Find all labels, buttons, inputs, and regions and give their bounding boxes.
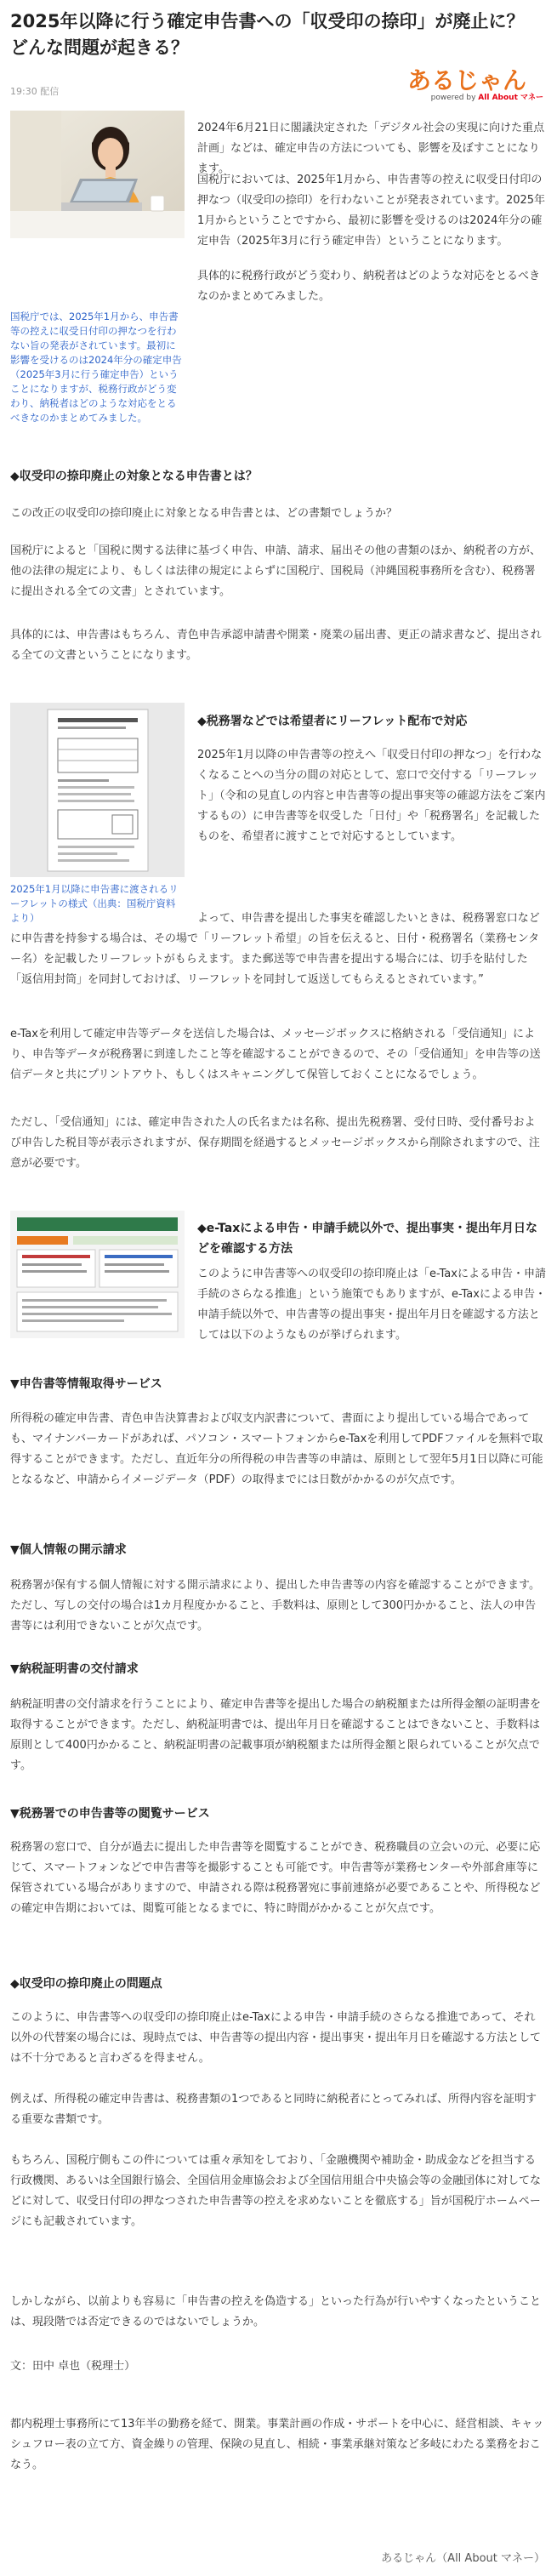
figure2-caption: 2025年1月以降に申告書に渡されるリーフレットの様式（出典：国税庁資料より） (10, 883, 179, 924)
section2-paragraph-1: 2025年1月以降の申告書等の控えへ「収受日付印の押なつ」を行わなくなることへの当分の間の対応として、窓口で交付する「リーフレット」（令和の見直しの内容と申告書等の提出事実等の確認方法をご案内するもの）に申告書等を収受した「日付」や「税務署名」を記載したものを、希望者に渡すことで対応するとしています。 (197, 749, 546, 843)
section8-paragraph-1: このように、申告書等への収受印の捺印廃止はe-Taxによる申告・申請手続のさらなる推進であって、それ以外の代替案の場合には、現時点では、申告書等の提出内容・提出事実・提出年月日を確認する方法としては不十分であると言わざるを得ません。 (10, 2011, 542, 2065)
section1-paragraph-1: この改正の収受印の捺印廃止に対象となる申告書とは、どの書類でしょうか？ (10, 507, 398, 520)
intro-paragraph-3: 具体的に税務行政がどう変わり、納税者はどのような対応をとるべきなのかまとめてみました。 (197, 270, 541, 303)
subheading-viewing-service: ▼税務署での申告書等の閲覧サービス (10, 1807, 210, 1821)
etax-screen-image[interactable] (10, 1211, 185, 1338)
subheading-disclosure-request: ▼個人情報の開示請求 (10, 1543, 127, 1557)
section8-paragraph-2: 例えば、所得税の確定申告書は、税務書類の1つであると同時に納税者にとってみれば、所得内容を証明する重要な書類です。 (10, 2093, 537, 2126)
section3-paragraph-1: このように申告書等への収受印の捺印廃止は「e-Taxによる申告・申請手続のさらなる推進」という施策でもありますが、e-Taxによる申告・申請手続以外で、申告書等の提出事実・提出年月日を確認する方法としては以下のようなものが挙げられます。 (197, 1268, 546, 1342)
intro-paragraph-1: 2024年6月21日に閣議決定された「デジタル社会の実現に向けた重点計画」などは、確定申告の方法についても、影響を及ぼすことになります。 (197, 122, 545, 175)
allabout-logo[interactable] (407, 68, 543, 104)
section-heading-confirm-methods: ◆e-Taxによる申告・申請手続以外で、提出事実・提出年月日などを確認する方法 (197, 1222, 537, 1256)
author-bio: 都内税理士事務所にて13年半の勤務を経て、開業。事業計画の作成・サポートを中心に、経営相談、キャッシュフロー表の立て方、資金繰りの管理、保険の見直し、相続・事業承継対策など多岐にわたる業務をおこなう。 (10, 2418, 544, 2471)
section1-paragraph-2: 国税庁によると「国税に関する法律に基づく申告、申請、請求、届出その他の書類のほか、納税者の方が、他の法律の規定により、もしくは法律の規定によらずに国税庁、国税局（沖縄国税事務所を含む）、税務署に提出される全ての文書」とされています。 (10, 544, 542, 598)
subheading-info-service: ▼申告書等情報取得サービス (10, 1377, 162, 1391)
figure1-caption: 国税庁では、2025年1月から、申告書等の控えに収受日付印の押なつを行わない旨の発表がされています。最初に影響を受けるのは2024年分の確定申告（2025年3月に行う確定申告）ということになりますが、税務行政がどう変わり、納税者はどのような対応をとるべきなのかまとめてみました。 (10, 311, 182, 424)
section5-paragraph-1: 税務署が保有する個人情報に対する開示請求により、提出した申告書等の内容を確認することができます。ただし、写しの交付の場合は1カ月程度かかること、手数料は、原則として300円かかること、法人の申告書等には利用できないことが欠点です。 (10, 1579, 540, 1633)
leaflet-document-image[interactable] (10, 703, 185, 877)
section6-paragraph-1: 納税証明書の交付請求を行うことにより、確定申告書等を提出した場合の納税額または所得金額の証明書を取得することができます。ただし、納税証明書では、提出年月日を確認することはできないこと、手数料は原則として400円かかること、納税証明書の記載事項が納税額または所得金額と限られていることが欠点です。 (10, 1698, 542, 1772)
logo-text: あるじゃん (407, 66, 527, 94)
article-title: 2025年以降に行う確定申告書への「収受印の捺印」が廃止に？どんな問題が起きる？ (10, 11, 525, 58)
section-heading-leaflet: ◆税務署などでは希望者にリーフレット配布で対応 (197, 715, 468, 728)
section-heading-problems: ◆収受印の捺印廃止の問題点 (10, 1977, 162, 1991)
section7-paragraph-1: 税務署の窓口で、自分が過去に提出した申告書等を閲覧することができ、税務職員の立会いの元、必要に応じて、スマートフォンなどで申告書等を撮影することも可能です。申告書等が業務センターや外部倉庫等に保管されている場合がありますので、申請される際は税務署宛に事前連絡が必要であることや、所得税などの確定申告期においては、閲覧可能となるまでに、特に時間がかかることが欠点です。 (10, 1841, 541, 1915)
logo-powered-by: powered by All About マネー (430, 94, 543, 102)
section8-paragraph-4: しかしながら、以前よりも容易に「申告書の控えを偽造する」といった行為が行いやすくなったということは、現段階では否定できるのではないでしょうか。 (10, 2295, 542, 2328)
section2-paragraph-2: よって、申告書を提出した事実を確認したいときは、税務署窓口などに申告書を持参する場合は、その場で「リーフレット希望」の旨を伝えると、日付・税務署名（業務センター名）を記載したリーフレットがもらえます。また郵送等で申告書を提出する場合には、切手を貼付した「返信用封筒」を同封しておけば、リーフレットを同封して返送してもらえるとされています。” (10, 912, 540, 986)
intro-paragraph-2: 国税庁においては、2025年1月から、申告書等の控えに収受日付印の押なつ（収受印の捺印）を行わないことが発表されています。2025年1月からということですから、最初に影響を受けるのは2024年分の確定申告（2025年3月に行う確定申告）ということになります。 (197, 174, 546, 248)
section2-paragraph-3: e-Taxを利用して確定申告等データを送信した場合は、メッセージボックスに格納される「受信通知」により、申告等データが税務署に到達したこと等を確認することができるので、その「受信通知」を申告等の送信データと共にプリントアウト、もしくはスキャニングして保管しておくことになるでしょう。 (10, 1028, 541, 1081)
section2-paragraph-4: ただし、「受信通知」には、確定申告された人の氏名または名称、提出先税務署、受付日時、受付番号および申告した税目等が表示されますが、保存期間を経過するとメッセージボックスから削除されますので、注意が必要です。 (10, 1116, 540, 1170)
author-line: 文：田中 卓也（税理士） (10, 2360, 136, 2373)
section1-paragraph-3: 具体的には、申告書はもちろん、青色申告承認申請書や開業・廃業の届出書、更正の請求書など、提出される全ての文書ということになります。 (10, 629, 542, 662)
section-heading-target-documents: ◆収受印の捺印廃止の対象となる申告書とは？ (10, 470, 258, 483)
section4-paragraph-1: 所得税の確定申告書、青色申告決算書および収支内訳書について、書面により提出している場合であっても、マイナンバーカードがあれば、パソコン・スマートフォンからe-Taxを利用してPDFファイルを無料で取得することができます。ただし、直近年分の所得税の申告書等の申請は、原則として翌年5月1日以降に可能となるなど、申請からイメージデータ（PDF）の取得までには日数がかかるのが欠点です。 (10, 1412, 543, 1486)
source-credit[interactable]: あるじゃん（All About マネー） (381, 2552, 545, 2565)
publish-time: 19:30 配信 (10, 86, 60, 97)
woman-laptop-photo[interactable] (10, 111, 185, 238)
section8-paragraph-3: もちろん、国税庁側もこの件については重々承知をしており、「金融機関や補助金・助成金などを担当する行政機関、あるいは全国銀行協会、全国信用金庫協会および全国信用組合中央協会等の金融団体に対してなどに対して、収受日付印の押なつされた申告書等の控えを求めないことを徹底する」旨が国税庁ホームページにも記載されています。 (10, 2154, 542, 2228)
subheading-tax-certificate: ▼納税証明書の交付請求 (10, 1662, 139, 1676)
